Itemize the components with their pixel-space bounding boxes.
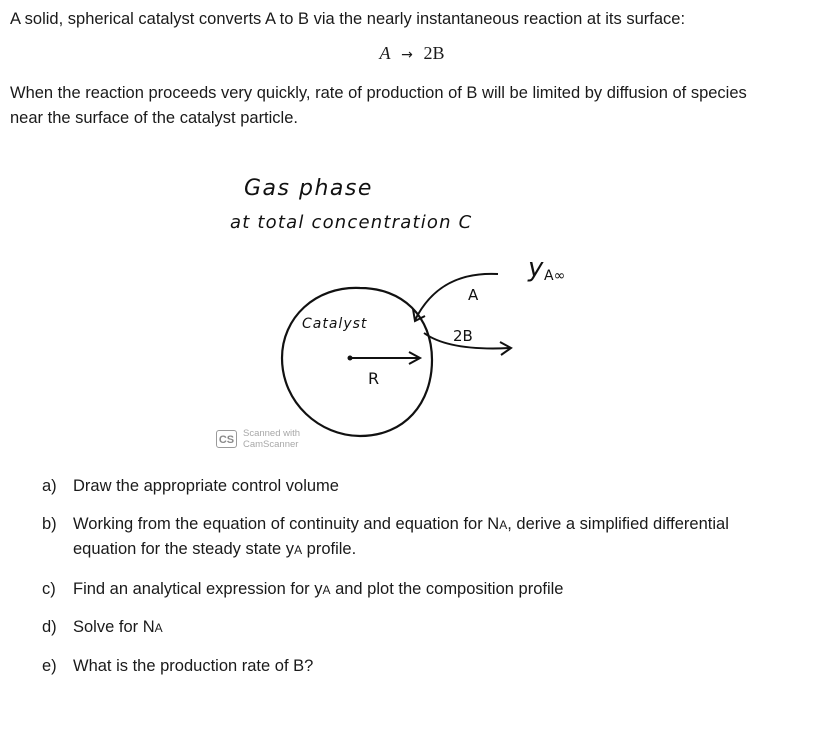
question-text-line-2: [73, 538, 356, 561]
gas-phase-label: Gas phase: [244, 176, 373, 201]
question-text: [73, 616, 163, 639]
catalyst-diagram: [210, 168, 610, 460]
subscript: A: [499, 518, 508, 532]
question-letter: e): [42, 657, 57, 675]
right-arrow-icon: →: [401, 47, 413, 63]
camscanner-text: [243, 428, 300, 450]
equation-rhs: 2B: [423, 43, 445, 63]
question-letter: a): [42, 477, 57, 495]
question-text: Draw the appropriate control volume: [73, 477, 339, 495]
catalyst-label: Catalyst: [302, 316, 368, 332]
subscript: A: [154, 621, 163, 635]
watermark-line-2: CamScanner: [243, 439, 299, 450]
question-text-part: Solve for N: [73, 618, 155, 636]
species-a-label: A: [468, 286, 479, 304]
reactant-flux-curve: [415, 274, 498, 320]
total-concentration-label: at total concentration C: [230, 212, 473, 233]
question-text-part: and plot the composition profile: [330, 580, 564, 598]
question-text-part: , derive a simplified differential: [507, 515, 729, 533]
question-letter: c): [42, 580, 56, 598]
intro-line-3: near the surface of the catalyst particle.: [10, 109, 298, 127]
question-text: What is the production rate of B?: [73, 657, 314, 675]
subscript: A: [322, 583, 331, 597]
intro-line-1: A solid, spherical catalyst converts A to B via the nearly instantaneous reaction at its surface:: [10, 10, 686, 28]
subscript: A: [294, 543, 303, 557]
question-text-part: equation for the steady state y: [73, 540, 295, 558]
camscanner-logo-icon: CS: [216, 430, 237, 448]
question-text-part: profile.: [302, 540, 357, 558]
reaction-equation: [0, 43, 824, 65]
question-text: [73, 513, 729, 536]
intro-line-2: When the reaction proceeds very quickly, rate of production of B will be limited by diffusion of species: [10, 84, 747, 102]
question-letter: b): [42, 515, 57, 533]
y-infinity-symbol: y: [528, 253, 544, 283]
watermark-line-1: Scanned with: [243, 428, 301, 439]
radius-label: R: [368, 369, 380, 388]
y-infinity-subscript: A∞: [544, 268, 566, 284]
species-2b-label: 2B: [453, 327, 473, 345]
equation-lhs: A: [379, 43, 391, 63]
catalyst-particle-circle: [282, 288, 432, 436]
camscanner-watermark: [216, 428, 300, 450]
question-letter: d): [42, 618, 57, 636]
question-text-part: Working from the equation of continuity and equation for N: [73, 515, 500, 533]
question-text-part: Find an analytical expression for y: [73, 580, 323, 598]
catalyst-sketch: [210, 168, 610, 460]
question-text: [73, 578, 563, 601]
